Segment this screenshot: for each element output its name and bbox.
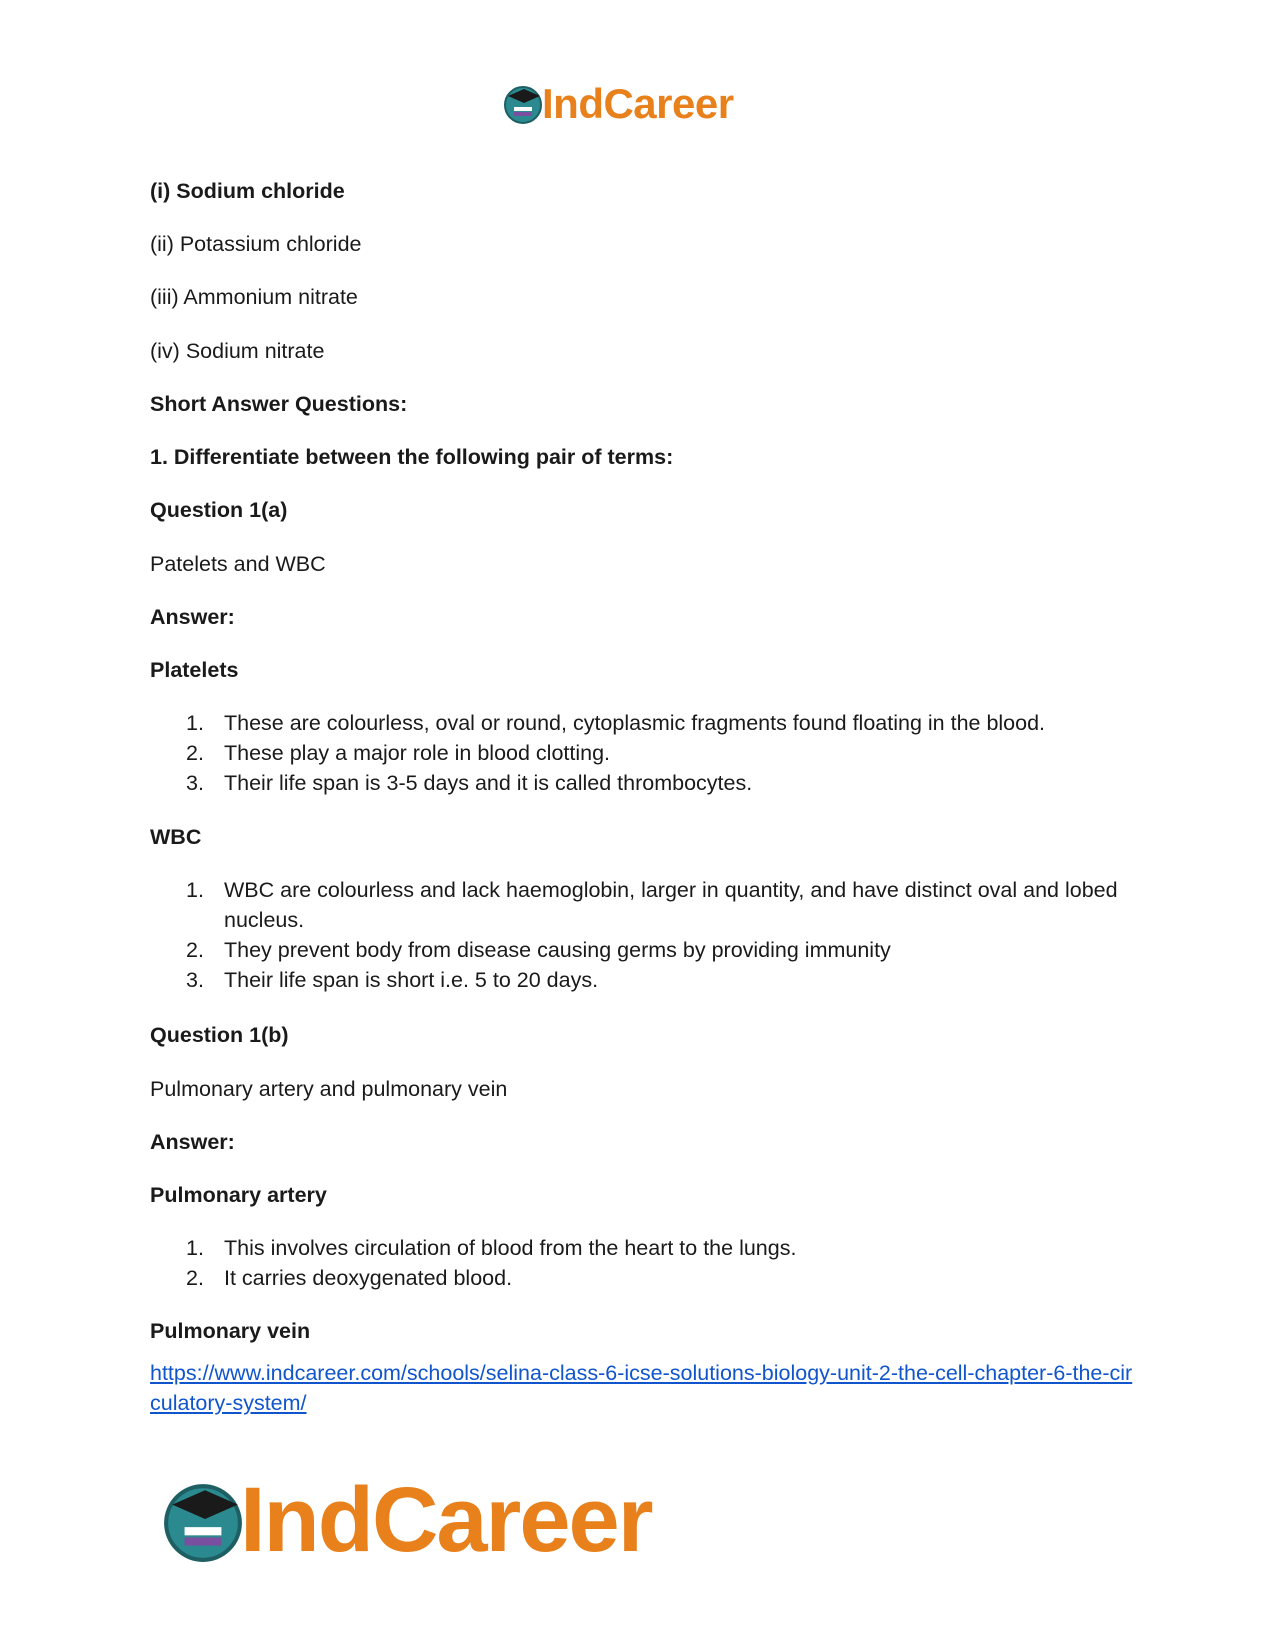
list-item: 2. They prevent body from disease causing germs by providing immunity	[186, 938, 891, 962]
option-iii: (iii) Ammonium nitrate	[150, 285, 358, 309]
list-item: 3. Their life span is 3-5 days and it is called thrombocytes.	[186, 771, 753, 795]
source-link[interactable]: https://www.indcareer.com/schools/selina-class-6-icse-solutions-biology-unit-2-the-cell-chapter-6-the-circulatory-system/	[150, 1361, 1133, 1415]
list-item: 1. This involves circulation of blood from the heart to the lungs.	[186, 1236, 797, 1260]
wbc-list	[150, 875, 1130, 995]
answer-label: Answer:	[150, 605, 235, 629]
answer-label: Answer:	[150, 1130, 235, 1154]
option-iv: (iv) Sodium nitrate	[150, 339, 325, 363]
question-1a-prompt: Patelets and WBC	[150, 552, 326, 576]
list-item: 1. These are colourless, oval or round, cytoplasmic fragments found floating in the blood.	[186, 711, 1046, 735]
pulmonary-artery-list	[150, 1233, 1130, 1293]
question-1b-label: Question 1(b)	[150, 1023, 289, 1047]
list-item: 1. WBC are colourless and lack haemoglobin, larger in quantity, and have distinct oval and lobed nucleus.	[186, 878, 1118, 932]
footer-logo	[160, 1468, 652, 1573]
option-i: (i) Sodium chloride	[150, 179, 345, 203]
header-logo	[502, 80, 734, 128]
option-ii: (ii) Potassium chloride	[150, 232, 362, 256]
question-1b-prompt: Pulmonary artery and pulmonary vein	[150, 1077, 508, 1101]
platelets-list	[150, 708, 1130, 798]
graduation-globe-icon	[160, 1478, 246, 1564]
question-intro: 1. Differentiate between the following pair of terms:	[150, 445, 674, 469]
pulmonary-artery-heading: Pulmonary artery	[150, 1183, 327, 1207]
list-item: 3. Their life span is short i.e. 5 to 20 days.	[186, 968, 599, 992]
list-item: 2. These play a major role in blood clotting.	[186, 741, 611, 765]
brand-name: IndCareer	[240, 1469, 652, 1571]
brand-name: IndCareer	[542, 80, 734, 127]
section-heading: Short Answer Questions:	[150, 392, 408, 416]
graduation-globe-icon	[502, 83, 544, 125]
question-1a-label: Question 1(a)	[150, 498, 288, 522]
list-item: 2. It carries deoxygenated blood.	[186, 1266, 513, 1290]
wbc-heading: WBC	[150, 825, 202, 849]
pulmonary-vein-heading: Pulmonary vein	[150, 1319, 311, 1343]
platelets-heading: Platelets	[150, 658, 239, 682]
